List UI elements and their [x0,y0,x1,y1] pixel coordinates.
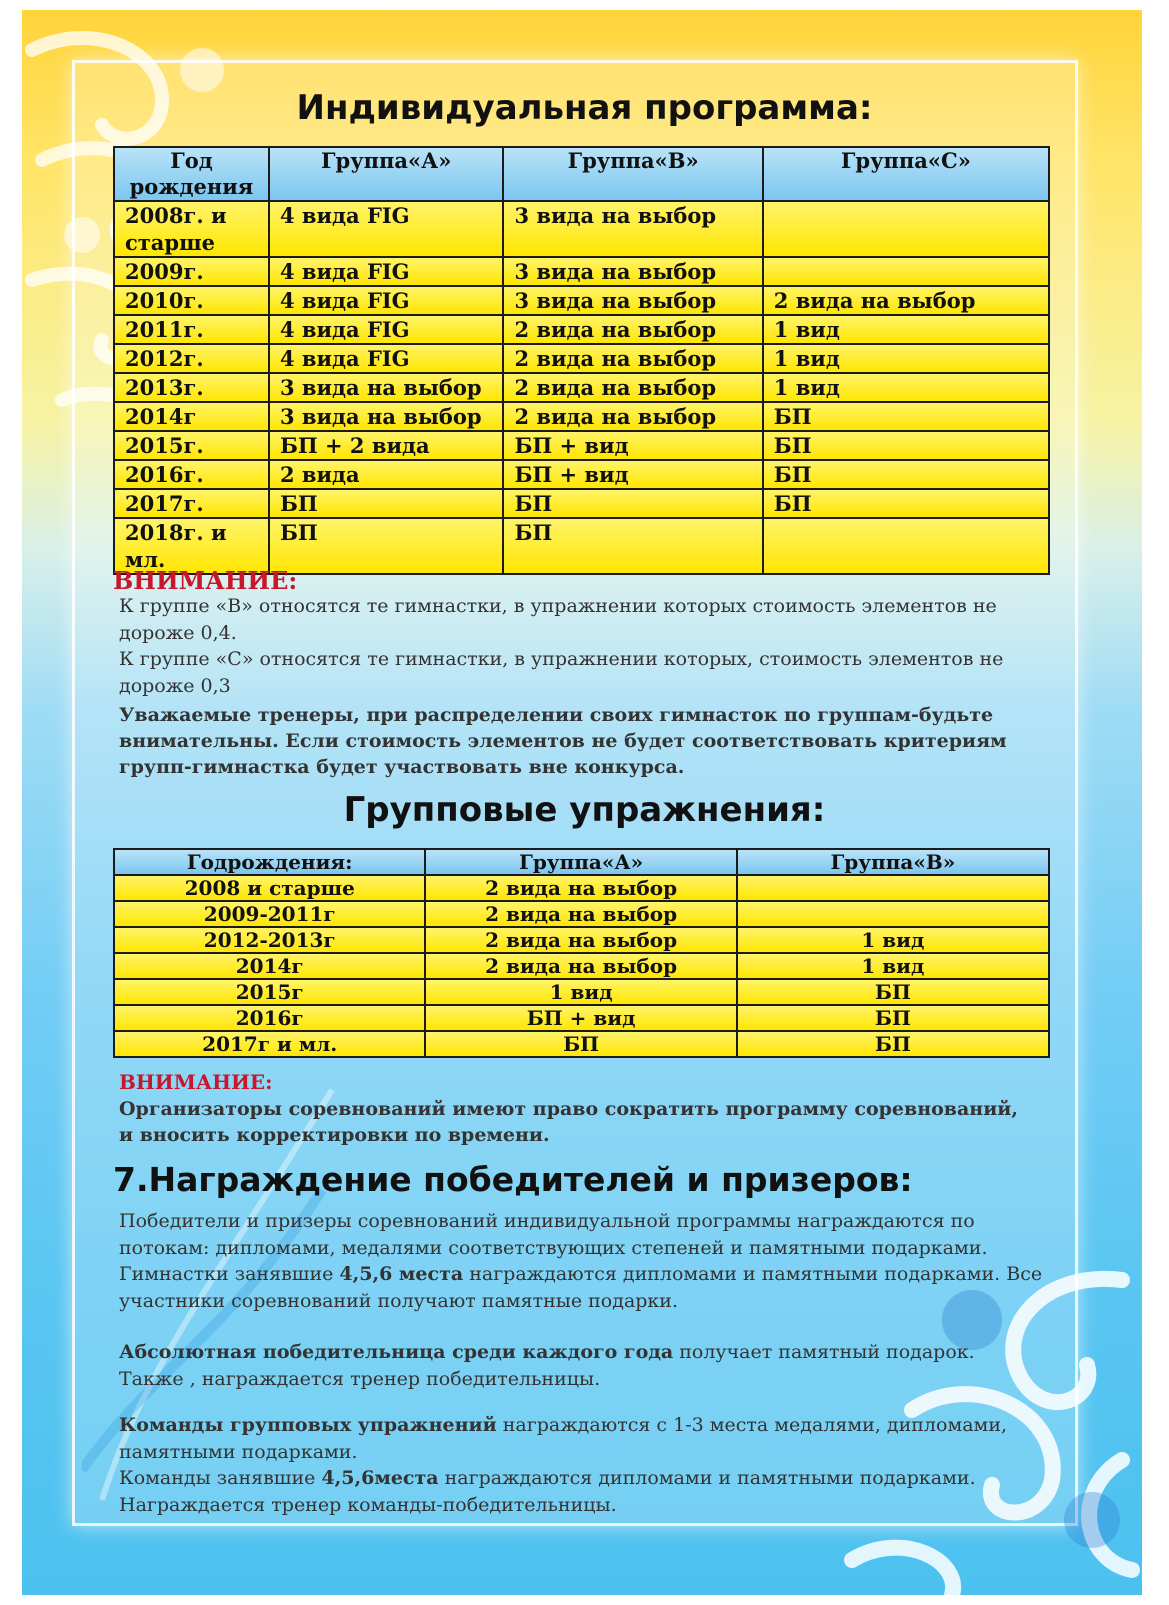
cell-group-c [763,201,1049,257]
cell-group-b: 1 вид [737,953,1049,979]
organizers-note-text: Организаторы соревнований имеют право сократить программу соревнований, и вносить корректировки по времени. [119,1098,1018,1146]
awards-title: 7.Награждение победителей и призеров: [113,1160,913,1199]
cell-group-a: 2 вида на выбор [425,901,736,927]
cell-group-c: 1 вид [763,373,1049,402]
attention-label: ВНИМАНИЕ: [113,566,298,595]
attention-group-c-text: К группе «С» относятся те гимнастки, в упражнении которых, стоимость элементов не дороже 0,3 [119,648,1004,697]
cell-group-c: БП [763,402,1049,431]
cell-year: 2008г. и старше [114,201,269,257]
table-row [114,1005,1049,1031]
cell-year: 2015г [114,979,425,1005]
cell-year: 2011г. [114,315,269,344]
header-group-a: Группа«А» [269,147,504,201]
cell-year: 2008 и старше [114,875,425,901]
cell-year: 2009-2011г [114,901,425,927]
cell-group-a: 4 вида FIG [269,315,504,344]
table-row [114,315,1049,344]
table-row [114,257,1049,286]
cell-group-b: БП [737,1005,1049,1031]
cell-year: 2013г. [114,373,269,402]
awards-p1-text-c: награждаются дипломами и памятными подарками. Все участники соревнований получают памятные подарки. [119,1263,1043,1312]
cell-year: 2017г. [114,489,269,518]
table-row [114,431,1049,460]
awards-paragraph-3 [119,1412,1049,1518]
awards-p2-absolute-winner: Абсолютная победительница среди каждого года [119,1341,674,1363]
cell-group-a: 2 вида на выбор [425,953,736,979]
attention-group-b-text: К группе «В» относятся те гимнастки, в упражнении которых стоимость элементов не дороже 0,4. [119,595,997,644]
header-group-b: Группа«В» [737,849,1049,875]
cell-group-a: 2 вида на выбор [425,875,736,901]
cell-group-c: БП [763,431,1049,460]
cell-group-c [763,518,1049,574]
cell-group-b: 2 вида на выбор [503,315,762,344]
cell-year: 2012г. [114,344,269,373]
cell-group-a: БП [269,489,504,518]
cell-group-a: 3 вида на выбор [269,373,504,402]
cell-group-c [763,257,1049,286]
individual-program-title: Индивидуальная программа: [296,88,873,128]
table-header-row [114,147,1049,201]
cell-year: 2015г. [114,431,269,460]
table-row [114,953,1049,979]
header-group-b: Группа«В» [503,147,762,201]
group-exercises-title: Групповые упражнения: [343,790,826,830]
cell-group-a: 2 вида на выбор [425,927,736,953]
awards-p3-team-coach: Награждается тренер команды-победительницы. [119,1493,617,1516]
awards-p3-diplomas: награждаются дипломами и памятными подарками. [438,1467,976,1489]
table-header-row [114,849,1049,875]
cell-group-b: БП [737,979,1049,1005]
table-row [114,373,1049,402]
table-row [114,875,1049,901]
header-birth-year: Год рождения [114,147,269,201]
table-row [114,489,1049,518]
cell-group-c: 1 вид [763,344,1049,373]
individual-program-table [113,146,1050,575]
cell-group-a: 2 вида [269,460,504,489]
cell-group-c: БП [763,460,1049,489]
cell-group-a: 4 вида FIG [269,286,504,315]
cell-year: 2016г [114,1005,425,1031]
awards-p3-teams-places-a: Команды занявшие [119,1467,322,1489]
awards-p3-teams: Команды групповых упражнений [119,1414,497,1436]
header-group-a: Группа«А» [425,849,736,875]
cell-group-b: БП [737,1031,1049,1057]
cell-group-b: 2 вида на выбор [503,373,762,402]
header-birth-year: Годрождения: [114,849,425,875]
attention-label-2: ВНИМАНИЕ: [119,1070,273,1094]
cell-group-b: 3 вида на выбор [503,257,762,286]
table-row [114,286,1049,315]
table-row [114,901,1049,927]
cell-group-a: 3 вида на выбор [269,402,504,431]
cell-year: 2018г. и мл. [114,518,269,574]
cell-year: 2014г [114,953,425,979]
cell-group-b: БП [503,518,762,574]
table-row [114,979,1049,1005]
cell-year: 2017г и мл. [114,1031,425,1057]
awards-p3-medals: награждаются с 1-3 места медалями, дипломами, памятными подарками. [119,1414,1008,1463]
cell-group-b: 2 вида на выбор [503,402,762,431]
cell-group-b [737,875,1049,901]
group-exercises-table [113,848,1050,1058]
cell-group-b: 3 вида на выбор [503,286,762,315]
cell-group-b: БП + вид [503,460,762,489]
cell-group-b: БП [503,489,762,518]
cell-group-a: БП + вид [425,1005,736,1031]
cell-group-a: 4 вида FIG [269,201,504,257]
cell-group-b: БП + вид [503,431,762,460]
cell-year: 2010г. [114,286,269,315]
table-row [114,927,1049,953]
table-row [114,402,1049,431]
cell-group-c: 2 вида на выбор [763,286,1049,315]
table-row [114,460,1049,489]
cell-group-b [737,901,1049,927]
table-row [114,1031,1049,1057]
table-row [114,201,1049,257]
cell-group-b: 3 вида на выбор [503,201,762,257]
cell-group-a: 4 вида FIG [269,344,504,373]
table-row [114,344,1049,373]
awards-p1-places: 4,5,6 места [339,1263,464,1285]
cell-group-b: 2 вида на выбор [503,344,762,373]
cell-year: 2016г. [114,460,269,489]
coaches-warning-text: Уважаемые тренеры, при распределении своих гимнасток по группам-будьте внимательны. Если стоимость элементов не будет соответствовать критериям групп-гимнастка будет участвовать вне конкурса. [119,704,1007,778]
cell-group-a: 1 вид [425,979,736,1005]
cell-group-a: 4 вида FIG [269,257,504,286]
cell-group-b: 1 вид [737,927,1049,953]
cell-group-a: БП [269,518,504,574]
awards-p2-coach: Также , награждается тренер победительницы. [119,1367,601,1390]
header-group-c: Группа«С» [763,147,1049,201]
cell-group-a: БП + 2 вида [269,431,504,460]
cell-year: 2014г [114,402,269,431]
awards-p1-text-a: Победители и призеры соревнований индивидуальной программы награждаются по потокам: дипломами, медалями соответствующих степеней и памятными подарками. Гимнастки занявшие [119,1210,988,1285]
cell-group-c: 1 вид [763,315,1049,344]
awards-paragraph-1 [119,1208,1049,1314]
cell-group-c: БП [763,489,1049,518]
awards-paragraph-2 [119,1339,1049,1392]
cell-year: 2009г. [114,257,269,286]
awards-p3-places: 4,5,6места [321,1467,439,1489]
cell-year: 2012-2013г [114,927,425,953]
cell-group-a: БП [425,1031,736,1057]
awards-p2-gift: получает памятный подарок. [673,1341,975,1363]
